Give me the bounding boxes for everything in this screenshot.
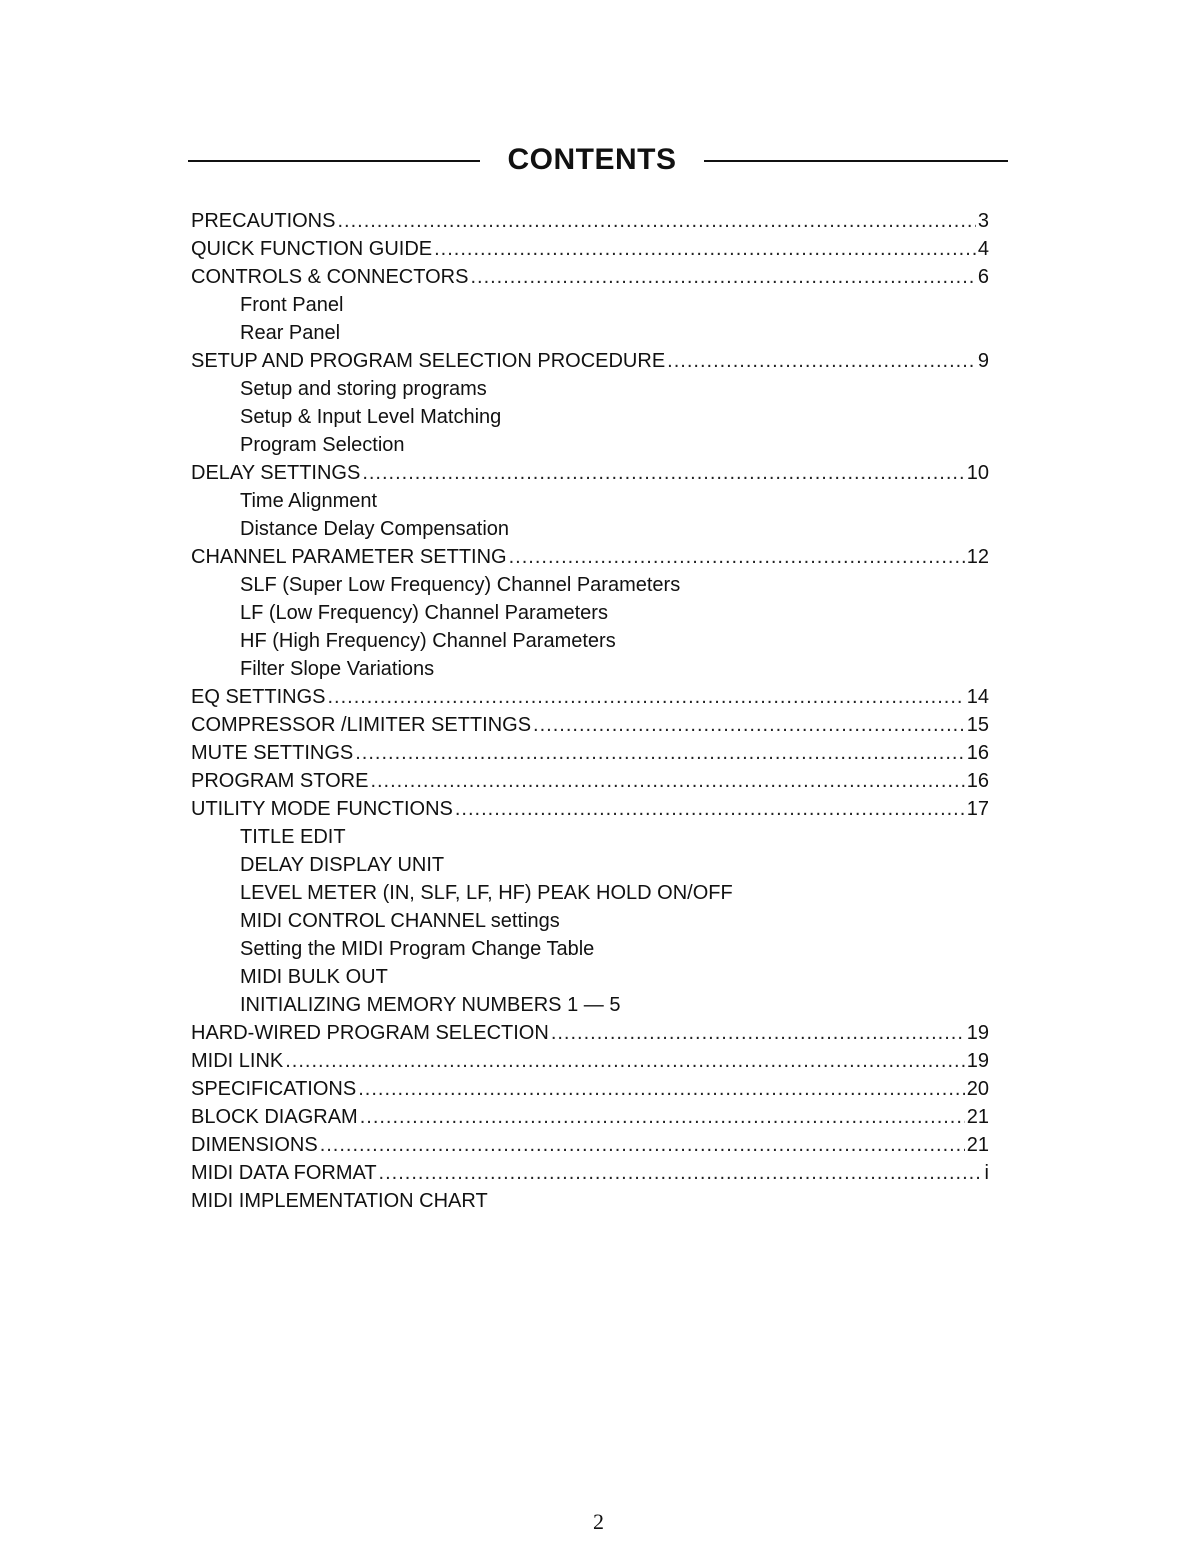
toc-subentry [191,655,989,683]
toc-subentry [191,879,989,907]
toc-entry-label: BLOCK DIAGRAM [191,1106,358,1128]
toc-entry-label: HF (High Frequency) Channel Parameters [240,630,616,652]
toc-page-number: 20 [966,1078,989,1100]
toc-entry-label: Front Panel [240,294,344,316]
page-number: 2 [593,1509,604,1534]
toc-subentry [191,291,989,319]
toc-entry-label: MUTE SETTINGS [191,742,354,764]
toc-entry-label: SPECIFICATIONS [191,1078,357,1100]
heading-rule-right [704,160,1008,162]
toc-page-number: i [984,1162,989,1184]
toc-entry-label: DELAY SETTINGS [191,462,361,484]
toc-dot-leader [551,1019,965,1047]
toc-dot-leader [360,1103,965,1131]
toc-dot-leader [285,1047,965,1075]
toc-entry-label: PROGRAM STORE [191,770,369,792]
toc-subentry [191,487,989,515]
toc-entry [191,767,989,795]
contents-title: CONTENTS [507,143,677,176]
toc-entry-label: INITIALIZING MEMORY NUMBERS 1 — 5 [240,994,621,1016]
toc-page-number: 17 [966,798,989,820]
toc-subentry [191,991,989,1019]
toc-entry [191,263,989,291]
toc-page-number: 4 [977,238,989,260]
toc-entry-label: DELAY DISPLAY UNIT [240,854,445,876]
toc-entry-label: MIDI CONTROL CHANNEL settings [240,910,560,932]
toc-subentry [191,599,989,627]
toc-page-number: 10 [966,462,989,484]
toc-dot-leader [327,683,964,711]
toc-subentry [191,571,989,599]
toc-page-number: 12 [966,546,989,568]
toc-entry [191,1187,989,1215]
toc-page-number: 19 [966,1022,989,1044]
toc-subentry [191,375,989,403]
toc-entry-label: TITLE EDIT [240,826,346,848]
toc-page-number: 21 [966,1134,989,1156]
toc-entry [191,543,989,571]
toc-subentry [191,319,989,347]
toc-subentry [191,907,989,935]
toc-dot-leader [379,1159,983,1187]
toc-entry [191,207,989,235]
toc-entry [191,1159,989,1187]
toc-entry [191,795,989,823]
toc-entry [191,1047,989,1075]
toc-dot-leader [320,1131,965,1159]
toc-entry-label: MIDI DATA FORMAT [191,1162,377,1184]
toc-page-number: 16 [966,770,989,792]
toc-page-number: 14 [966,686,989,708]
toc-entry-label: MIDI LINK [191,1050,284,1072]
toc-page-number: 16 [966,742,989,764]
toc-entry-label: Setup & Input Level Matching [240,406,502,428]
toc-entry-label: HARD-WIRED PROGRAM SELECTION [191,1022,549,1044]
toc-dot-leader [533,711,965,739]
toc-entry-label: Program Selection [240,434,405,456]
toc-entry-label: MIDI IMPLEMENTATION CHART [191,1190,488,1212]
toc-dot-leader [358,1075,965,1103]
toc-entry-label: QUICK FUNCTION GUIDE [191,238,433,260]
table-of-contents [191,207,989,1215]
toc-dot-leader [434,235,976,263]
heading-rule-left [188,160,480,162]
toc-entry-label: Setting the MIDI Program Change Table [240,938,595,960]
toc-subentry [191,823,989,851]
toc-entry-label: EQ SETTINGS [191,686,326,708]
toc-entry-label: UTILITY MODE FUNCTIONS [191,798,453,820]
toc-dot-leader [470,263,975,291]
toc-entry [191,347,989,375]
toc-entry-label: Distance Delay Compensation [240,518,510,540]
toc-page-number: 9 [977,350,989,372]
toc-entry [191,235,989,263]
toc-subentry [191,935,989,963]
toc-entry-label: COMPRESSOR /LIMITER SETTINGS [191,714,532,736]
toc-entry-label: PRECAUTIONS [191,210,336,232]
toc-entry [191,1019,989,1047]
toc-entry-label: CONTROLS & CONNECTORS [191,266,469,288]
toc-entry-label: Rear Panel [240,322,341,344]
toc-entry-label: LEVEL METER (IN, SLF, LF, HF) PEAK HOLD ON/OFF [240,882,733,904]
toc-entry [191,1075,989,1103]
toc-dot-leader [337,207,975,235]
toc-subentry [191,627,989,655]
toc-subentry [191,963,989,991]
toc-page-number: 19 [966,1050,989,1072]
toc-entry [191,739,989,767]
toc-entry [191,683,989,711]
toc-subentry [191,403,989,431]
toc-subentry [191,431,989,459]
toc-page-number: 6 [977,266,989,288]
toc-subentry [191,851,989,879]
toc-dot-leader [355,739,965,767]
toc-entry-label: CHANNEL PARAMETER SETTING [191,546,507,568]
toc-page-number: 3 [977,210,989,232]
toc-dot-leader [455,795,965,823]
toc-entry [191,459,989,487]
contents-heading [188,136,1008,186]
toc-entry [191,711,989,739]
toc-entry [191,1103,989,1131]
toc-entry-label: SETUP AND PROGRAM SELECTION PROCEDURE [191,350,666,372]
toc-dot-leader [370,767,964,795]
toc-entry-label: SLF (Super Low Frequency) Channel Parameters [240,574,681,596]
toc-entry [191,1131,989,1159]
toc-page-number: 21 [966,1106,989,1128]
toc-dot-leader [362,459,964,487]
toc-entry-label: MIDI BULK OUT [240,966,388,988]
toc-page-number: 15 [966,714,989,736]
toc-dot-leader [667,347,976,375]
toc-entry-label: Setup and storing programs [240,378,487,400]
toc-entry-label: Filter Slope Variations [240,658,435,680]
toc-entry-label: DIMENSIONS [191,1134,318,1156]
toc-dot-leader [509,543,965,571]
toc-entry-label: Time Alignment [240,490,378,512]
toc-subentry [191,515,989,543]
toc-entry-label: LF (Low Frequency) Channel Parameters [240,602,608,624]
